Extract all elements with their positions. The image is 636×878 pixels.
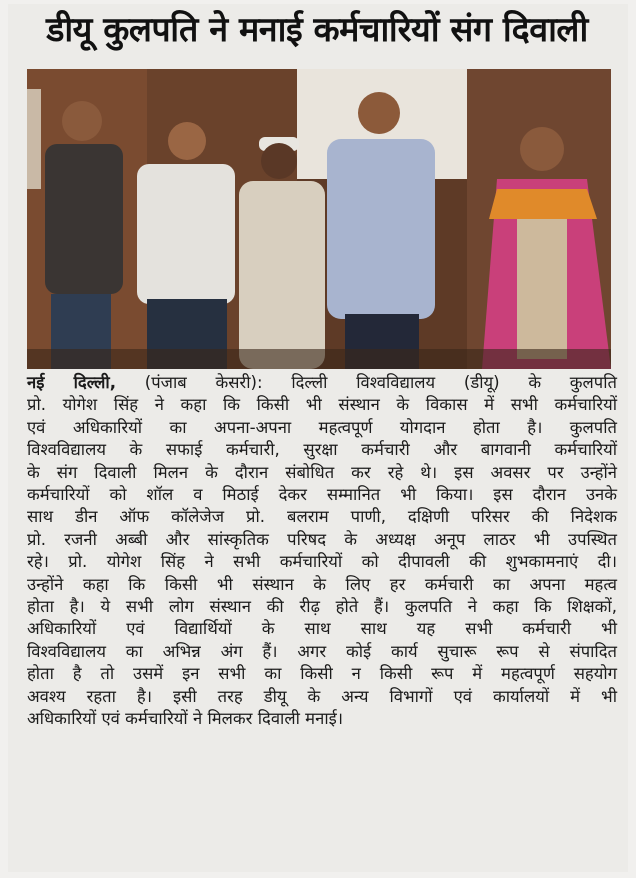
article-line	[27, 372, 617, 394]
article-line: के संग दिवाली मिलन के दौरान संबोधित कर रहे थे। इस अवसर पर उन्होंने	[27, 462, 617, 482]
article-line: उन्होंने कहा कि किसी भी संस्थान के लिए हर कर्मचारी का अपना महत्व	[27, 574, 617, 594]
article-line: प्रो. रजनी अब्बी और सांस्कृतिक परिषद के अध्यक्ष अनूप लाठर भी उपस्थित	[27, 529, 617, 549]
article-line: होता है। ये सभी लोग संस्थान की रीढ़ होते हैं। कुलपति ने कहा कि शिक्षकों,	[27, 597, 617, 617]
article-line: प्रो. योगेश सिंह ने कहा कि किसी भी संस्थान के विकास में सभी कर्मचारियों	[27, 395, 617, 415]
article-line: कर्मचारियों को शॉल व मिठाई देकर सम्मानित भी किया। इस दौरान उनके	[27, 485, 617, 505]
article-line: अधिकारियों एवं कर्मचारियों ने मिलकर दिवाली मनाई।	[27, 709, 344, 729]
article-line: अवश्य रहता है। इसी तरह डीयू के अन्य विभागों एवं कार्यालयों में भी	[27, 686, 617, 706]
dateline: नई दिल्ली,	[27, 373, 117, 392]
article-line-text: दिल्ली विश्वविद्यालय (डीयू) के कुलपति	[291, 373, 617, 392]
article-body	[27, 372, 617, 731]
article-line: होता है तो उसमें इन सभी का किसी न किसी रूप में महत्वपूर्ण सहयोग	[27, 664, 617, 684]
source-credit: (पंजाब केसरी):	[144, 373, 263, 392]
photo-illustration	[27, 69, 611, 369]
article-line: अधिकारियों एवं विद्यार्थियों के साथ साथ यह सभी कर्मचारी भी	[27, 619, 617, 639]
news-photo	[27, 69, 611, 369]
article-line: साथ डीन ऑफ कॉलेजेज प्रो. बलराम पाणी, दक्षिणी परिसर की निदेशक	[27, 507, 617, 527]
article-line: रहे। प्रो. योगेश सिंह ने सभी कर्मचारियों को दीपावली की शुभकामनाएं दी।	[27, 552, 617, 572]
headline: डीयू कुलपति ने मनाई कर्मचारियों संग दिवाली	[46, 10, 588, 50]
article-line: विश्वविद्यालय के सफाई कर्मचारी, सुरक्षा कर्मचारी और बागवानी कर्मचारियों	[27, 440, 617, 460]
article-line: विश्वविद्यालय का अभिन्न अंग हैं। अगर कोई कार्य सुचारू रूप से संपादित	[27, 641, 617, 661]
article-line: एवं अधिकारियों का अपना-अपना महत्वपूर्ण योगदान होता है। कुलपति	[27, 417, 617, 437]
